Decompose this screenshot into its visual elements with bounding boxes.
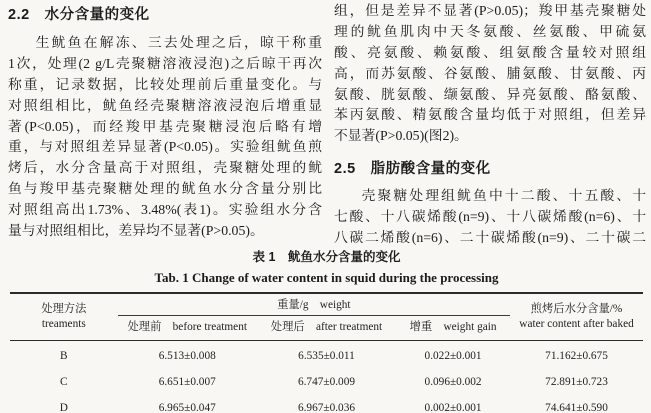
table-1-section <box>10 249 643 413</box>
header-water-en: water content after baked <box>519 318 634 330</box>
text-line: 著(P<0.05)，而经羧甲基壳聚糖浸泡后略有增 <box>8 118 322 134</box>
cell-method: C <box>60 376 68 388</box>
text-line: 1次，处理(2 g/L壳聚糖溶液浸泡)之后晾干再次 <box>8 55 322 71</box>
cell-gain: 0.096±0.002 <box>424 376 482 388</box>
table-title-en: Tab. 1 Change of water content in squid during the processing <box>154 270 499 285</box>
table-title-zh: 表 1 鱿鱼水分含量的变化 <box>252 250 401 264</box>
cell-method: B <box>60 350 68 362</box>
table-row <box>10 341 643 370</box>
cell-before: 6.651±0.007 <box>158 376 216 388</box>
header-before: 处理前 before treatment <box>118 316 257 341</box>
header-water-zh: 煎烤后水分含量/% <box>530 303 623 315</box>
cell-after: 6.967±0.036 <box>257 395 396 413</box>
cell-before: 6.965±0.047 <box>118 395 257 413</box>
cell-method: D <box>10 395 118 413</box>
text-line: 组，但是差异不显著(P>0.05)；羧甲基壳聚糖处 <box>334 3 646 18</box>
text-line: 重，与对照组差异显著(P<0.05)。实验组鱿鱼煎 <box>8 139 322 155</box>
header-method-en: treaments <box>41 318 86 330</box>
text-line: 高，而苏氨酸、谷氨酸、脯氨酸、甘氨酸、丙 <box>334 65 646 81</box>
section-heading-2-2: 2.2 水分含量的变化 <box>8 7 150 23</box>
header-method <box>10 293 118 341</box>
text-line: 烤后，水分含量高于对照组，壳聚糖处理的鱿 <box>8 160 322 176</box>
right-column <box>334 1 646 249</box>
text-line: 对照组高出1.73%、3.48%(表1)。实验组水分含 <box>8 202 322 218</box>
text-line: 量与对照组相比，差异均不显著(P>0.05)。 <box>8 223 264 239</box>
text-line: 生鱿鱼在解冻、三去处理之后，晾干称重 <box>35 35 322 50</box>
header-method-zh: 处理方法 <box>41 303 87 315</box>
table-row <box>10 369 643 395</box>
text-line: 七酸、十八碳烯酸(n=9)、十八碳烯酸(n=6)、十 <box>334 209 646 225</box>
text-line: 称重，记录数据，比较处理前后重量变化。与 <box>8 76 322 92</box>
text-line: 壳聚糖处理组鱿鱼中十二酸、十五酸、十 <box>361 188 646 204</box>
header-weight-span: 重量/g weight <box>118 293 510 316</box>
text-line: 苯丙氨酸、精氨酸含量均低于对照组，但差异 <box>334 107 646 123</box>
header-water-content <box>510 293 643 341</box>
cell-water: 74.641±0.590 <box>510 395 643 413</box>
cell-after: 6.535±0.011 <box>298 350 355 362</box>
table-row <box>10 395 643 413</box>
water-content-table <box>10 292 643 413</box>
text-line: 八碳二烯酸(n=6)、二十碳烯酸(n=9)、二十碳二 <box>334 230 646 246</box>
text-line: 理的鱿鱼肌肉中天冬氨酸、丝氨酸、甲硫氨 <box>334 23 646 39</box>
text-line: 鱼与羧甲基壳聚糖处理的鱿鱼水分含量分别比 <box>8 181 322 197</box>
header-after: 处理后 after treatment <box>257 316 396 341</box>
cell-gain: 0.002±0.001 <box>396 395 510 413</box>
cell-before: 6.513±0.008 <box>158 350 216 362</box>
header-gain: 增重 weight gain <box>396 316 510 341</box>
text-line: 不显著(P>0.05)(图2)。 <box>334 128 468 144</box>
cell-water: 72.891±0.723 <box>545 376 608 388</box>
text-line: 氨酸、胱氨酸、缬氨酸、异亮氨酸、酪氨酸、 <box>334 86 646 102</box>
section-heading-2-5: 2.5 脂肪酸含量的变化 <box>334 161 491 178</box>
left-column <box>8 4 322 242</box>
text-line: 对照组相比，鱿鱼经壳聚糖溶液浸泡后增重显 <box>8 97 322 113</box>
cell-after: 6.747±0.009 <box>297 376 355 388</box>
text-line: 酸、亮氨酸、赖氨酸、组氨酸含量较对照组 <box>334 44 646 60</box>
cell-gain: 0.022±0.001 <box>424 350 482 362</box>
cell-water: 71.162±0.675 <box>545 350 608 362</box>
